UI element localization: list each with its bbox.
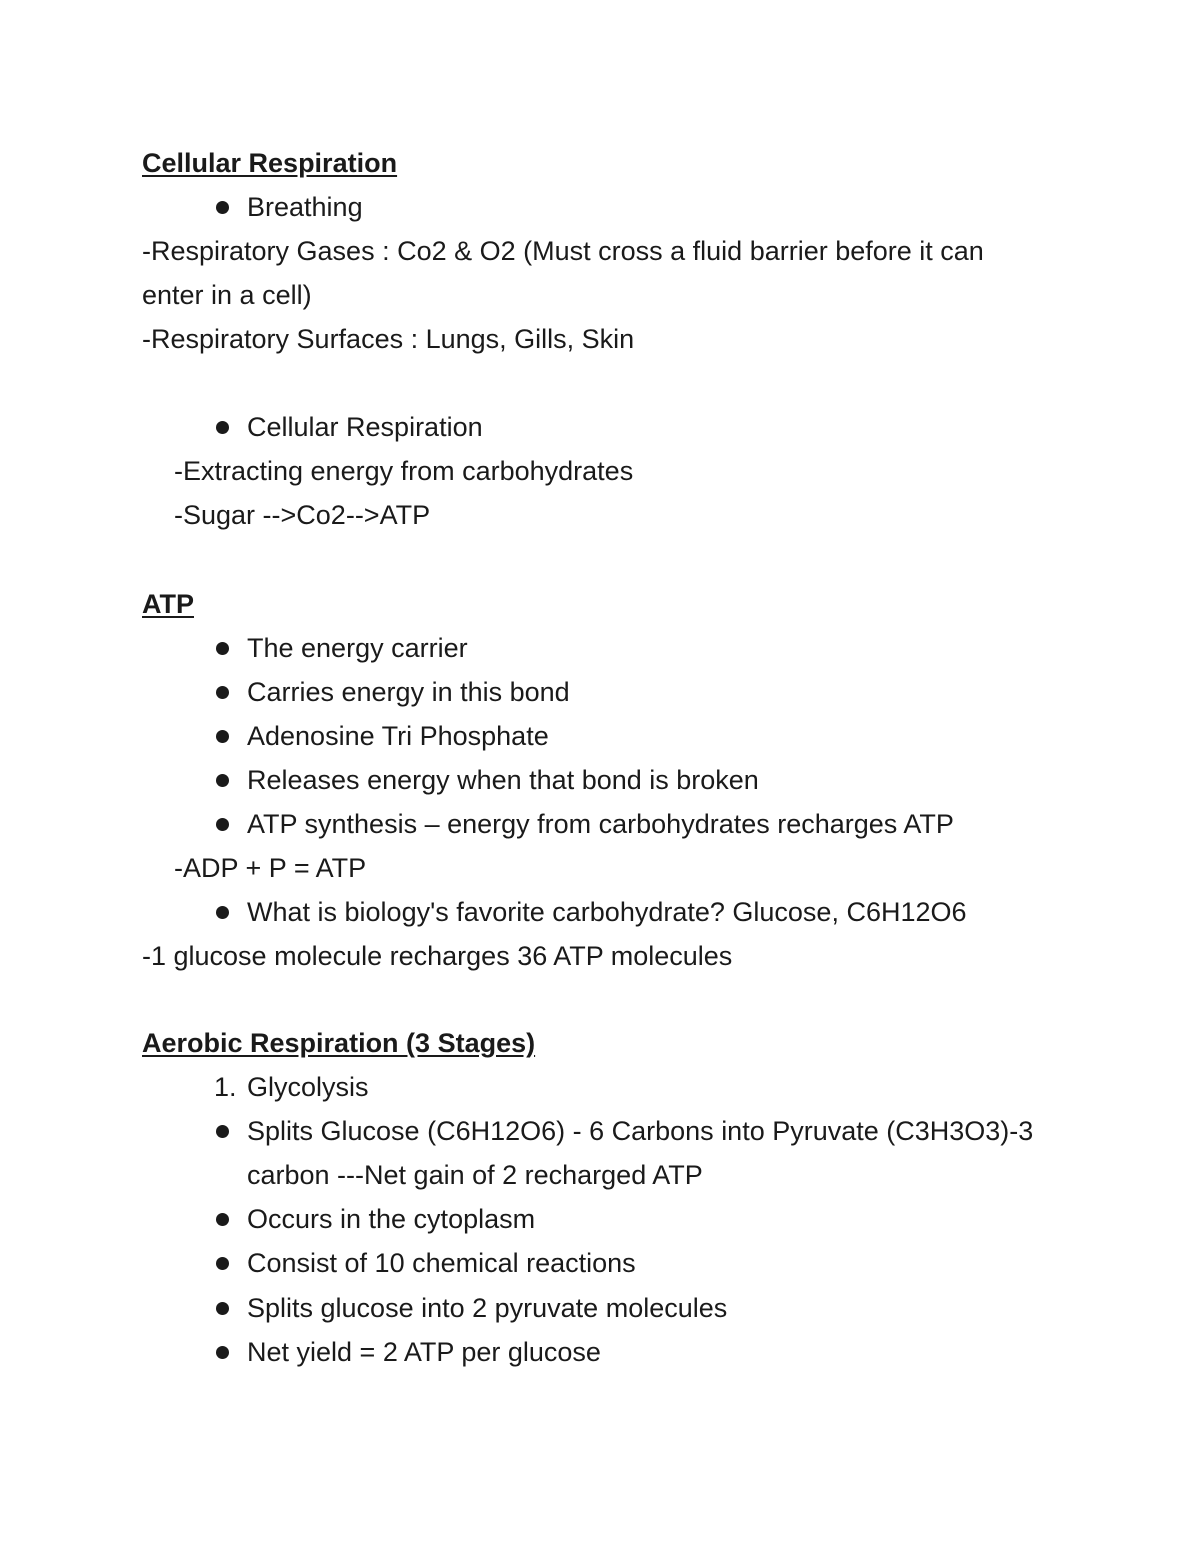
heading-aerobic-respiration: Aerobic Respiration (3 Stages) [142, 1028, 536, 1058]
respiratory-surfaces: -Respiratory Surfaces : Lungs, Gills, Skin [142, 324, 635, 354]
bullet-icon [216, 1302, 229, 1315]
atp-bullet-5: ATP synthesis – energy from carbohydrates recharges ATP [247, 809, 954, 839]
atp-bullet-2: Carries energy in this bond [247, 677, 570, 707]
heading-cellular-respiration: Cellular Respiration [142, 148, 398, 178]
bullet-icon [216, 818, 229, 831]
aerobic-bullet-3: Splits glucose into 2 pyruvate molecules [247, 1293, 728, 1323]
stage-number: 1. [214, 1072, 237, 1102]
aerobic-bullet-4: Net yield = 2 ATP per glucose [247, 1337, 601, 1367]
splits-glucose-line-2: carbon ---Net gain of 2 recharged ATP [247, 1160, 703, 1190]
adp-equation: -ADP + P = ATP [174, 853, 367, 883]
aerobic-bullet-2: Consist of 10 chemical reactions [247, 1248, 636, 1278]
atp-bullet-1: The energy carrier [247, 633, 468, 663]
splits-glucose-line-1: Splits Glucose (C6H12O6) - 6 Carbons into Pyruvate (C3H3O3)-3 [247, 1116, 1034, 1146]
bullet-icon [216, 421, 229, 434]
bullet-icon [216, 730, 229, 743]
bullet-breathing: Breathing [247, 192, 363, 222]
bullet-icon [216, 1125, 229, 1138]
bullet-icon [216, 642, 229, 655]
bullet-icon [216, 774, 229, 787]
respiratory-gases-line-2: enter in a cell) [142, 280, 312, 310]
aerobic-bullet-1: Occurs in the cytoplasm [247, 1204, 536, 1234]
heading-atp: ATP [142, 589, 194, 619]
bullet-icon [216, 1346, 229, 1359]
stage-glycolysis: Glycolysis [247, 1072, 369, 1102]
bullet-icon [216, 1213, 229, 1226]
bullet-icon [216, 686, 229, 699]
atp-favorite-carbohydrate: What is biology's favorite carbohydrate? Glucose, C6H12O6 [247, 897, 967, 927]
extracting-energy: -Extracting energy from carbohydrates [174, 456, 634, 486]
atp-bullet-3: Adenosine Tri Phosphate [247, 721, 549, 751]
glucose-recharge: -1 glucose molecule recharges 36 ATP molecules [142, 941, 733, 971]
bullet-cellular-respiration: Cellular Respiration [247, 412, 483, 442]
atp-bullet-4: Releases energy when that bond is broken [247, 765, 759, 795]
bullet-icon [216, 906, 229, 919]
respiratory-gases-line-1: -Respiratory Gases : Co2 & O2 (Must cross a fluid barrier before it can [142, 236, 984, 266]
bullet-icon [216, 201, 229, 214]
bullet-icon [216, 1257, 229, 1270]
sugar-pathway: -Sugar -->Co2-->ATP [174, 500, 431, 530]
